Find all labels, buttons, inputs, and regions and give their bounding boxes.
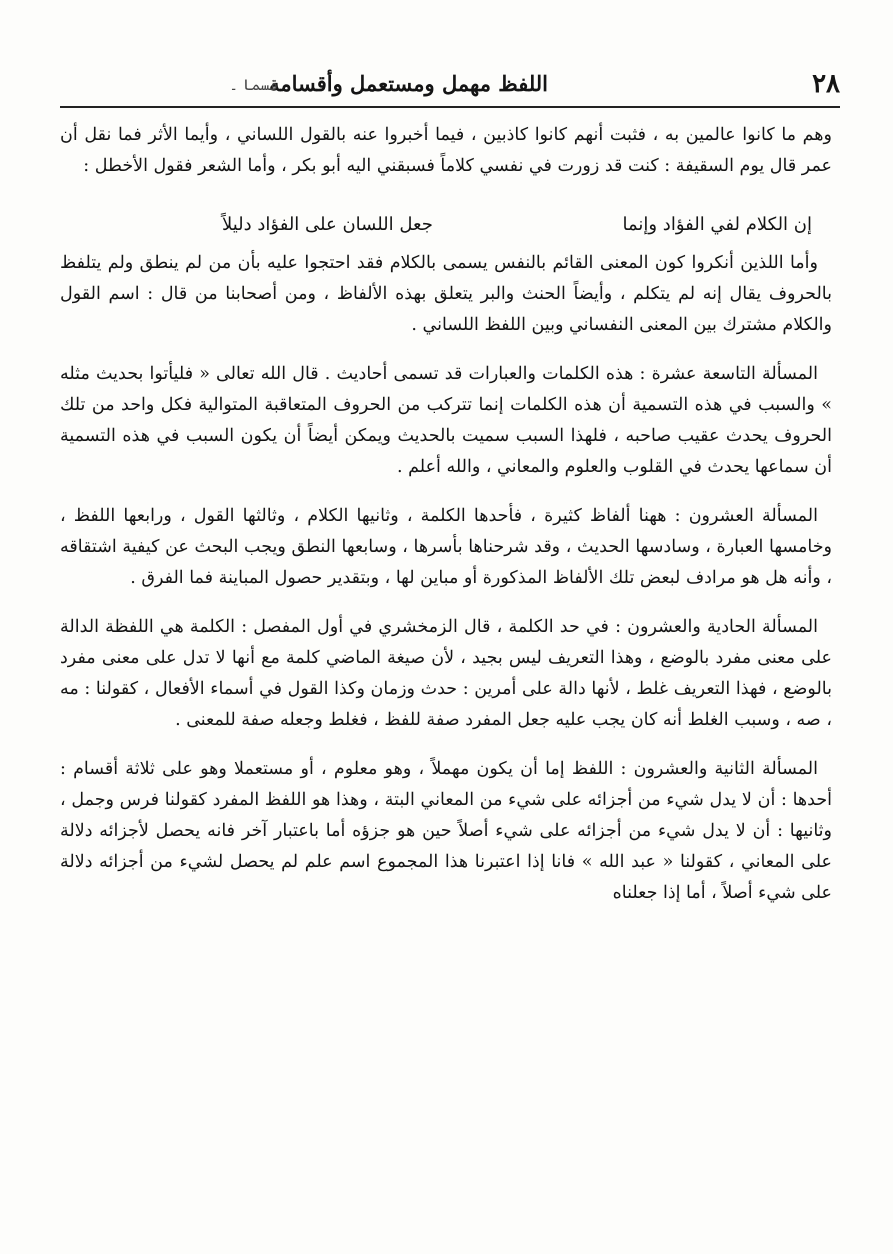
poetry-verse (222, 210, 812, 240)
header-rule (60, 106, 840, 108)
paragraph-continuation: وهم ما كانوا عالمين به ، فثبت أنهم كانوا كاذبين ، فيما أخبروا عنه بالقول اللساني ، وأيما الأثر فما نقل أن عمر قال يوم السقيفة : كنت قد زورت في نفسي كلاماً فسبقني اليه أبو بكر ، وأما الشعر فقول الأخطل : (60, 125, 832, 176)
paragraph-deniers-argument: وأما اللذين أنكروا كون المعنى القائم بالنفس يسمى بالكلام فقد احتجوا عليه بأن من لم ينطق ولم يتلفظ بالحروف يقال إنه لم يتكلم ، وأيضاً الحنث والبر يتعلق بهذه الألفاظ ، ومن أصحابنا من قال : اسم القول والكلام مشترك بين المعنى النفساني وبين اللفظ اللساني . (60, 253, 832, 335)
running-title: اللفظ مهمل ومستعمل وأقسامه (269, 71, 548, 96)
header-mark: قسما ۔ (229, 76, 278, 94)
paragraph-issue-21: المسألة الحادية والعشرون : في حد الكلمة ، قال الزمخشري في أول المفصل : الكلمة هي اللفظة الدالة على معنى مفرد بالوضع ، وهذا التعريف ليس بجيد ، لأن صيغة الماضي كلمة مع أنها لا تدل على معنى مفرد بالوضع ، فهذا التعريف غلط ، لأنها دالة على أمرين : حدث وزمان وكذا القول في أسماء الأفعال ، كقولنا : مه ، صه ، وسبب الغلط أنه كان يجب عليه جعل المفرد صفة للفظ ، فغلط وجعله صفة للمعنى . (60, 617, 832, 730)
page-body (60, 120, 832, 927)
paragraph-issue-19: المسألة التاسعة عشرة : هذه الكلمات والعبارات قد تسمى أحاديث . قال الله تعالى « فليأتوا بحديث مثله » والسبب في هذه التسمية أن هذه الكلمات إنما تتركب من الحروف المتعاقبة المتوالية فكل واحد من تلك الحروف يحدث عقيب صاحبه ، فلهذا السبب سميت بالحديث ويمكن أيضاً أن يكون السبب في هذه التسمية أن سماعها يحدث في القلوب والعلوم والمعاني ، والله أعلم . (60, 364, 832, 477)
paragraph-issue-22: المسألة الثانية والعشرون : اللفظ إما أن يكون مهملاً ، وهو معلوم ، أو مستعملا وهو على ثلاثة أقسام : أحدها : أن لا يدل شيء من أجزائه على شيء من المعاني البتة ، وهذا هو اللفظ المفرد كقولنا فرس وجمل ، وثانيها : أن لا يدل شيء من أجزائه على شيء أصلاً حين هو جزؤه أما باعتبار آخر فانه يحصل لأجزائه دلالة على المعاني ، كقولنا « عبد الله » فانا إذا اعتبرنا هذا المجموع اسم علم لم يحصل لشيء من أجزائه دلالة على شيء أصلاً ، أما إذا جعلناه (60, 759, 832, 903)
verse-second-hemistich: جعل اللسان على الفؤاد دليلاً (222, 214, 433, 235)
paragraph-issue-20: المسألة العشرون : ههنا ألفاظ كثيرة ، فأحدها الكلمة ، وثانيها الكلام ، وثالثها القول ، ورابعها اللفظ ، وخامسها العبارة ، وسادسها الحديث ، وقد شرحناها بأسرها ، وسابعها النطق ويجب البحث عن كيفية اشتقاقه ، وأنه هل هو مرادف لبعض تلك الألفاظ المذكورة أو مباين لها ، وبتقدير حصول المباينة فما الفرق . (60, 506, 832, 588)
verse-first-hemistich: إن الكلام لفي الفؤاد وإنما (622, 214, 812, 235)
page-header (60, 68, 840, 102)
page-number: ٢٨ (812, 69, 840, 99)
